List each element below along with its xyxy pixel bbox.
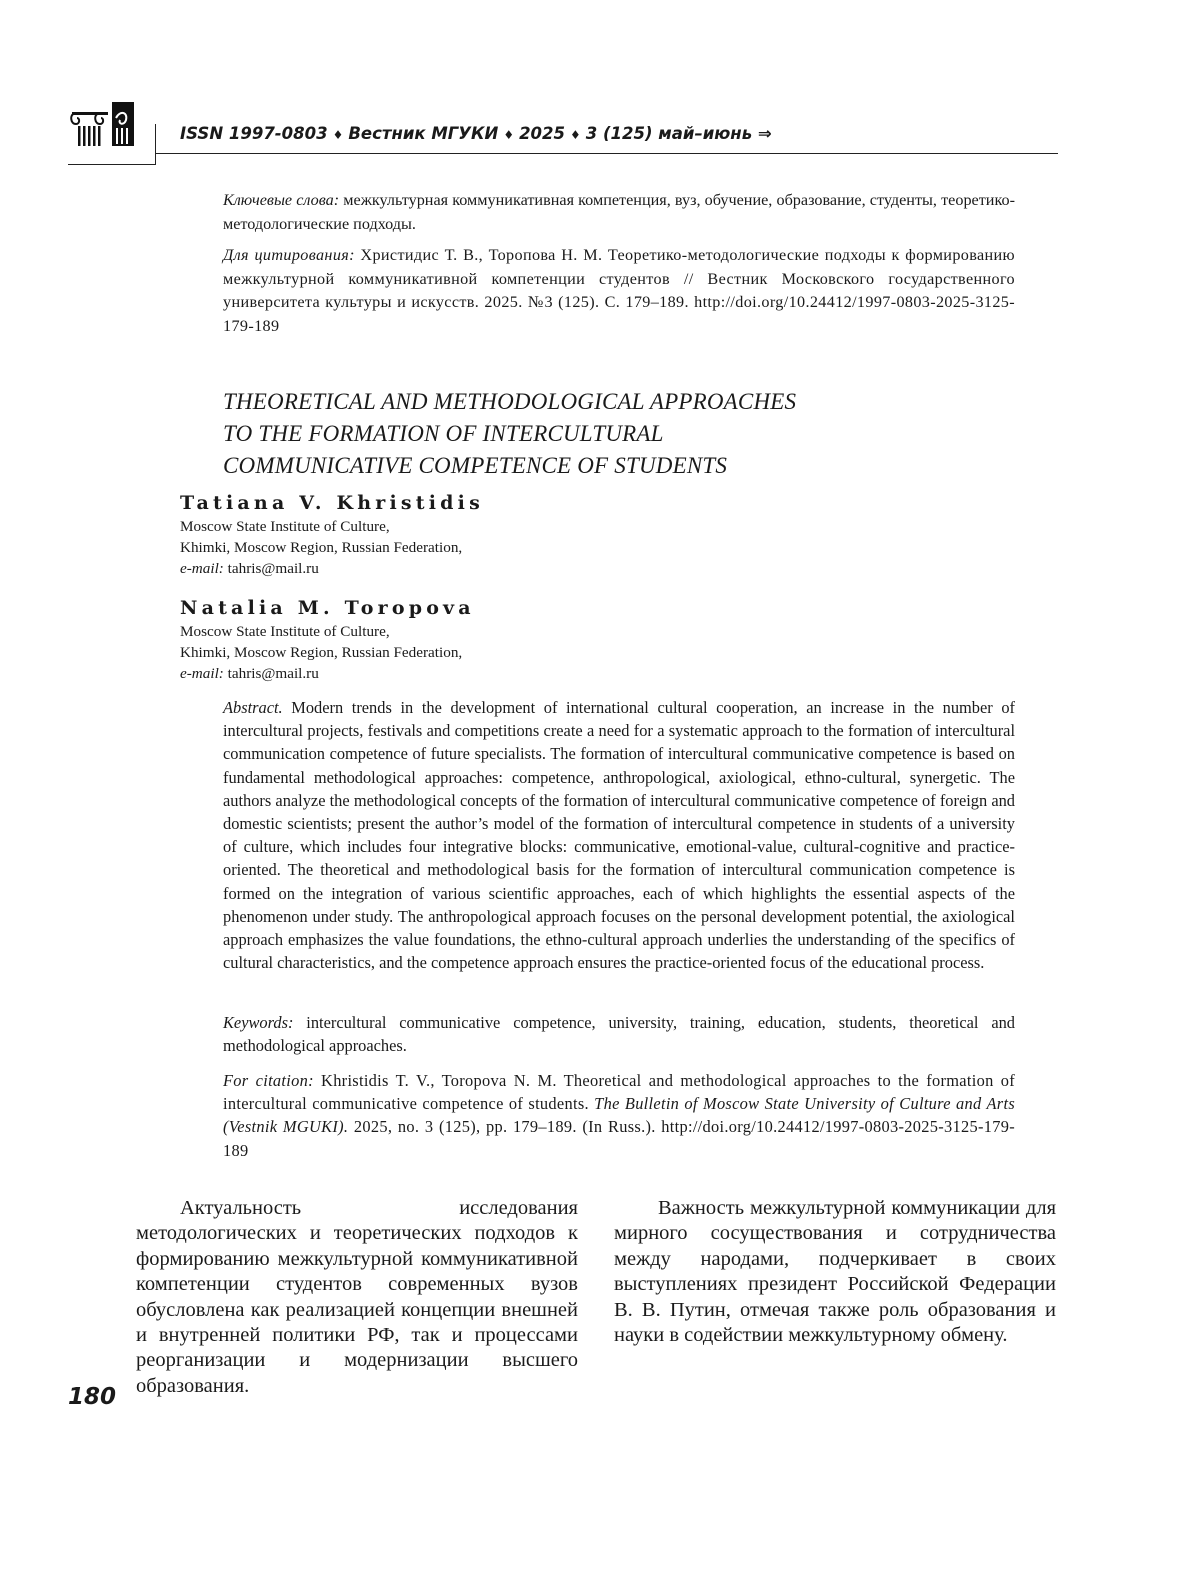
en-keywords-text: intercultural communicative competence, university, training, education, students, theoretical and methodological approaches. <box>223 1013 1015 1056</box>
author-affiliation-1: Moscow State Institute of Culture, <box>180 518 390 535</box>
ru-citation-text: Христидис Т. В., Торопова Н. М. Теоретико-методологические подходы к формированию межкультурной коммуникативной компетенции студентов // Вестник Московского государственного университета культуры и искусств. 2025. №3 (125). С. 179–189. http://doi.org/10.24412/1997-0803-2025-3125-179-189 <box>223 246 1015 335</box>
header-diamond-1: ♦ <box>332 128 344 142</box>
header-rule <box>155 153 1058 154</box>
english-title-line-3: COMMUNICATIVE COMPETENCE OF STUDENTS <box>223 453 728 478</box>
body-column-left <box>136 1196 578 1399</box>
author-email <box>180 663 680 684</box>
author-block-2 <box>180 595 680 684</box>
author-name: Natalia M. Toropova <box>180 597 475 619</box>
header-year: 2025 <box>519 124 566 143</box>
english-citation <box>223 1069 1015 1162</box>
body-paragraph: Актуальность исследования методологических и теоретических подходов к формированию межкультурной коммуникативной компетенции студентов современных вузов обусловлена как реализацией концепции внешней и внутренней политики РФ, так и процессами реорганизации и модернизации высшего образования. <box>136 1197 578 1397</box>
body-column-right <box>614 1196 1056 1348</box>
english-title-line-2: TO THE FORMATION OF INTERCULTURAL <box>223 421 664 446</box>
abstract-text: Modern trends in the development of international cultural cooperation, an increase in the number of intercultural projects, festivals and competitions create a need for a systematic approach to the formation of intercultural communication competence of future specialists. The formation of intercultural communicative competence is based on fundamental methodological approaches: competence, anthropological, axiological, ethno-cultural, synergetic. The authors analyze the methodological concepts of the formation of intercultural communicative competence of foreign and domestic scientists; present the author’s model of the formation of intercultural competence in students of a university of culture, which includes four integrative blocks: communicative, emotional-value, cultural-cognitive and practice-oriented. The theoretical and methodological basis for the formation of intercultural communication competence is formed on the integration of various scientific approaches, each of which highlights the essential aspects of the phenomenon under study. The anthropological approach focuses on the personal development potential, the axiological approach emphasizes the value foundations, the ethno-cultural approach underlies the understanding of the specifics of cultural characteristics, and the competence approach ensures the practice-oriented focus of the educational process. <box>223 698 1015 973</box>
author-email-label: e-mail: <box>180 665 224 682</box>
header-diamond-2: ♦ <box>503 128 515 142</box>
author-email <box>180 558 680 579</box>
en-citation-text-1: Khristidis T. V., Toropova N. M. Theoretical and methodological approaches to the formation of intercultural communicative competence of students. <box>223 1071 1015 1114</box>
en-citation-label: For citation: <box>223 1071 314 1090</box>
header-issue: 3 (125) май–июнь <box>585 124 753 143</box>
author-email-label: e-mail: <box>180 560 224 577</box>
page-number: 180 <box>68 1384 117 1410</box>
author-affiliation-2: Khimki, Moscow Region, Russian Federation, <box>180 539 463 556</box>
journal-logo-icon <box>68 100 136 148</box>
header-journal: Вестник МГУКИ <box>348 124 499 143</box>
header-arrow-icon: ⇒ <box>757 124 772 143</box>
en-citation-text-2: 2025, no. 3 (125), pp. 179–189. (In Russ.). http://doi.org/10.24412/1997-0803-2025-3125-179-189 <box>223 1117 1015 1160</box>
header-hook-rule <box>68 164 156 165</box>
english-keywords <box>223 1011 1015 1057</box>
en-keywords-label: Keywords: <box>223 1013 294 1032</box>
english-title <box>223 386 923 482</box>
ru-citation-label: Для цитирования: <box>223 246 355 264</box>
ru-citation <box>223 244 1015 338</box>
english-title-line-1: THEORETICAL AND METHODOLOGICAL APPROACHES <box>223 389 797 414</box>
en-citation-journal: The Bulletin of Moscow State University of Culture and Arts (Vestnik MGUKI). <box>223 1094 1016 1137</box>
running-header <box>180 124 772 143</box>
header-vertical-rule <box>155 124 156 165</box>
header-issn: ISSN 1997-0803 <box>180 124 328 143</box>
ru-keywords-text: межкультурная коммуникативная компетенция, вуз, обучение, образование, студенты, теоретико-методологические подходы. <box>223 191 1015 233</box>
author-name: Tatiana V. Khristidis <box>180 492 484 514</box>
ru-keywords <box>223 189 1015 236</box>
author-email-value[interactable]: tahris@mail.ru <box>223 665 319 682</box>
author-affiliation-2: Khimki, Moscow Region, Russian Federation, <box>180 644 463 661</box>
abstract-label: Abstract. <box>223 698 283 717</box>
author-block-1 <box>180 490 680 579</box>
author-affiliation-1: Moscow State Institute of Culture, <box>180 623 390 640</box>
body-paragraph: Важность межкультурной коммуникации для мирного сосуществования и сотрудничества между народами, подчеркивает в своих выступлениях президент Российской Федерации В. В. Путин, отмечая также роль образования и науки в содействии межкультурному обмену. <box>614 1197 1056 1347</box>
english-abstract <box>223 696 1015 974</box>
header-diamond-3: ♦ <box>570 128 581 142</box>
ru-keywords-label: Ключевые слова: <box>223 191 340 209</box>
author-email-value[interactable]: tahris@mail.ru <box>223 560 319 577</box>
